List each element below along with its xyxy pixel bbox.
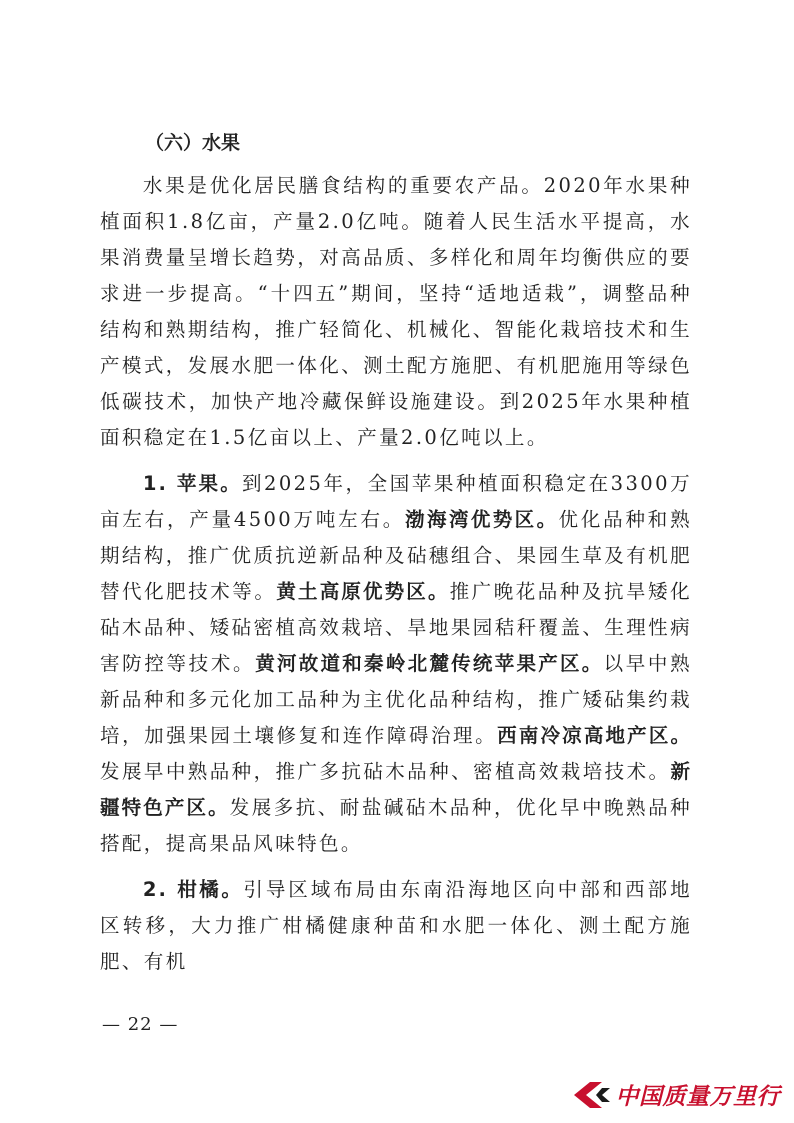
section-heading: （六）水果 (145, 132, 241, 154)
apple-text-2: 优化品种和熟期结构，推广优质抗逆新品种及砧穗组合、果园生草及有机肥替代化肥技术等。 (100, 508, 692, 603)
apple-paragraph (100, 466, 692, 862)
apple-text-1: 到2025年，全国苹果种植面积稳定在3300万亩左右，产量4500万吨左右。 (100, 472, 693, 531)
document-body (100, 168, 692, 990)
citrus-text: 引导区域布局由东南沿海地区向中部和西部地区转移，大力推广柑橘健康种苗和水肥一体化、测土配方施肥、有机 (100, 878, 692, 973)
apple-text-3: 推广晚花品种及抗旱矮化砧木品种、矮砧密植高效栽培、旱地果园秸秆覆盖、生理性病害防控等技术。 (100, 580, 692, 675)
apple-text-4: 以早中熟新品种和多元化加工品种为主优化品种结构，推广矮砧集约栽培，加强果园土壤修复和连作障碍治理。 (100, 652, 692, 747)
region-bohai-bay: 渤海湾优势区。 (405, 508, 559, 531)
apple-text-6: 发展多抗、耐盐碱砧木品种，优化早中晚熟品种搭配，提高果品风味特色。 (100, 796, 692, 855)
page-number: — 22 — (102, 1014, 179, 1035)
region-yellow-river-qinling: 黄河故道和秦岭北麓传统苹果产区。 (255, 652, 604, 675)
apple-text-5: 发展早中熟品种，推广多抗砧木品种、密植高效栽培技术。 (100, 760, 671, 783)
region-southwest-highland: 西南冷凉高地产区。 (497, 724, 692, 747)
citrus-paragraph (100, 872, 692, 980)
watermark-text: 中国质量万里行 (615, 1084, 780, 1110)
watermark-logo-icon (572, 1080, 612, 1110)
citrus-item-title: 2. 柑橘。 (142, 878, 244, 901)
watermark (572, 1078, 781, 1111)
region-loess-plateau: 黄土高原优势区。 (276, 580, 450, 603)
intro-paragraph: 水果是优化居民膳食结构的重要农产品。2020年水果种植面积1.8亿亩，产量2.0亿吨。随着人民生活水平提高，水果消费量呈增长趋势，对高品质、多样化和周年均衡供应的要求进一步提高。“十四五”期间，坚持“适地适栽”，调整品种结构和熟期结构，推广轻简化、机械化、智能化栽培技术和生产模式，发展水肥一体化、测土配方施肥、有机肥施用等绿色低碳技术，加快产地冷藏保鲜设施建设。到2025年水果种植面积稳定在1.5亿亩以上、产量2.0亿吨以上。 (100, 174, 692, 449)
apple-item-title: 1. 苹果。 (142, 472, 242, 495)
region-xinjiang: 新疆特色产区。 (100, 760, 692, 819)
